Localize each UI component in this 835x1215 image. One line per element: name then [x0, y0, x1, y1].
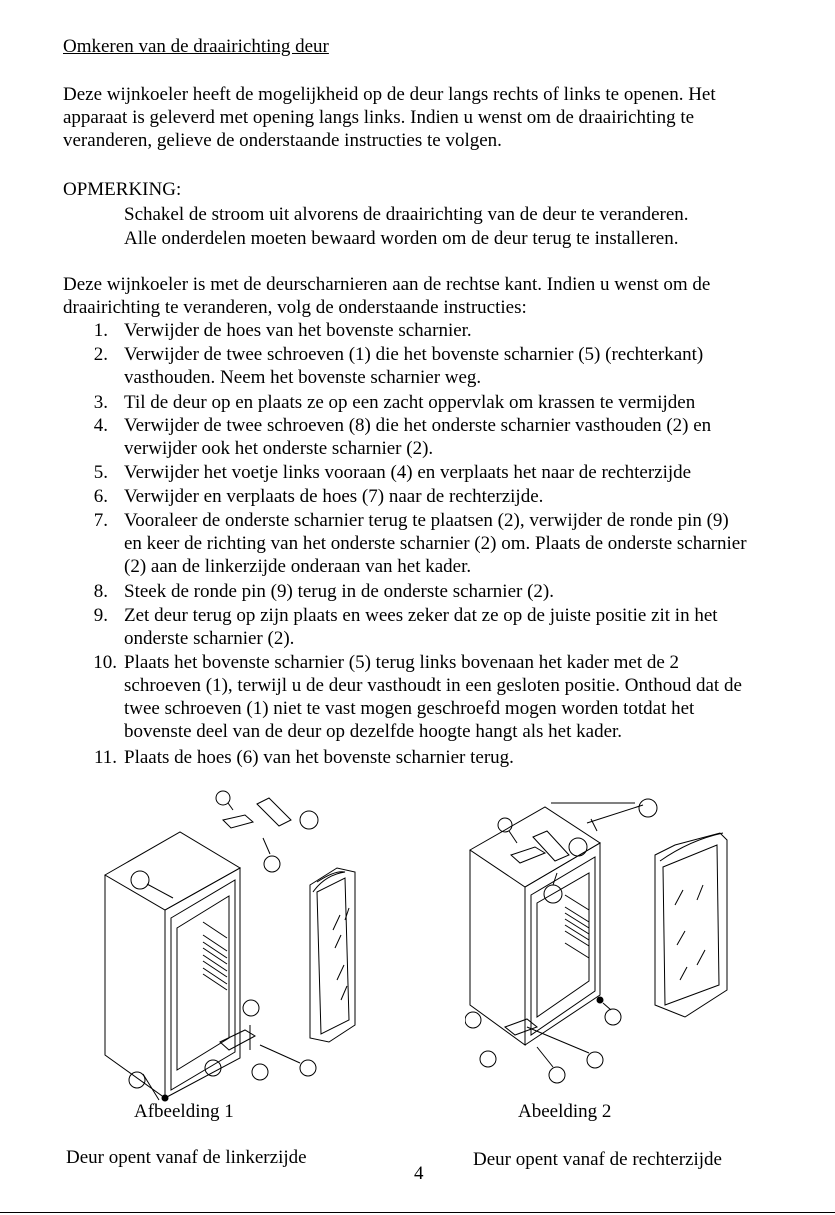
step-number: 6.	[93, 486, 108, 507]
step-text: verwijder ook het onderste scharnier (2).	[124, 438, 434, 459]
figure-1-caption: Afbeelding 1	[134, 1101, 234, 1122]
step-text: bovenste deel van de deur op dezelfde hoogte hangt als het kader.	[124, 721, 623, 742]
intro-line-2: apparaat is geleverd met opening langs links. Indien u wenst om de draairichting te	[63, 107, 695, 128]
step-text: Verwijder en verplaats de hoes (7) naar de rechterzijde.	[124, 486, 544, 507]
step-text: Plaats het bovenste scharnier (5) terug links bovenaan het kader met de 2	[124, 652, 680, 673]
step-number: 9.	[93, 605, 108, 626]
figure-2-illustration	[465, 795, 755, 1100]
step-text: Verwijder de twee schroeven (8) die het onderste scharnier vasthouden (2) en	[124, 415, 712, 436]
step-text: Verwijder de twee schroeven (1) die het bovenste scharnier (5) (rechterkant)	[124, 344, 704, 365]
step-text: Plaats de hoes (6) van het bovenste scharnier terug.	[124, 747, 514, 768]
step-text: twee schroeven (1) niet te vast mogen geschroefd mogen worden totdat het	[124, 698, 695, 719]
step-text: vasthouden. Neem het bovenste scharnier weg.	[124, 367, 482, 388]
step-number: 1.	[93, 320, 108, 341]
step-text: Verwijder het voetje links vooraan (4) en verplaats het naar de rechterzijde	[124, 462, 692, 483]
step-text: en keer de richting van het onderste scharnier (2) om. Plaats de onderste scharnier	[124, 533, 747, 554]
step-text: Vooraleer de onderste scharnier terug te plaatsen (2), verwijder de ronde pin (9)	[124, 510, 729, 531]
step-text: schroeven (1), terwijl u de deur vasthoudt in een gesloten positie. Onthoud dat de	[124, 675, 742, 696]
figure-1-description: Deur opent vanaf de linkerzijde	[66, 1147, 307, 1168]
page-title: Omkeren van de draairichting deur	[63, 36, 329, 57]
step-text: (2) aan de linkerzijde onderaan van het kader.	[124, 556, 472, 577]
bottom-rule	[0, 1212, 835, 1213]
para2-line-2: draairichting te veranderen, volg de onderstaande instructies:	[63, 297, 527, 318]
step-text: onderste scharnier (2).	[124, 628, 295, 649]
intro-line-3: veranderen, gelieve de onderstaande instructies te volgen.	[63, 130, 502, 151]
step-text: Zet deur terug op zijn plaats en wees zeker dat ze op de juiste positie zit in het	[124, 605, 718, 626]
step-number: 10.	[93, 652, 117, 673]
step-number: 5.	[93, 462, 108, 483]
figure-1-illustration	[95, 780, 425, 1110]
step-number: 3.	[93, 392, 108, 413]
step-number: 7.	[93, 510, 108, 531]
step-number: 4.	[93, 415, 108, 436]
step-number: 11.	[93, 747, 117, 768]
note-label: OPMERKING:	[63, 179, 182, 200]
page-number: 4	[414, 1163, 424, 1184]
step-text: Til de deur op en plaats ze op een zacht oppervlak om krassen te vermijden	[124, 392, 696, 413]
figure-2-caption: Abeelding 2	[518, 1101, 612, 1122]
para2-line-1: Deze wijnkoeler is met de deurscharnieren aan de rechtse kant. Indien u wenst om de	[63, 274, 711, 295]
step-text: Steek de ronde pin (9) terug in de onderste scharnier (2).	[124, 581, 554, 602]
figure-2-description: Deur opent vanaf de rechterzijde	[473, 1149, 722, 1170]
intro-line-1: Deze wijnkoeler heeft de mogelijkheid op de deur langs rechts of links te openen. Het	[63, 84, 716, 105]
step-number: 8.	[93, 581, 108, 602]
note-line-2: Alle onderdelen moeten bewaard worden om de deur terug te installeren.	[124, 228, 679, 249]
step-text: Verwijder de hoes van het bovenste scharnier.	[124, 320, 472, 341]
note-line-1: Schakel de stroom uit alvorens de draairichting van de deur te veranderen.	[124, 204, 689, 225]
step-number: 2.	[93, 344, 108, 365]
